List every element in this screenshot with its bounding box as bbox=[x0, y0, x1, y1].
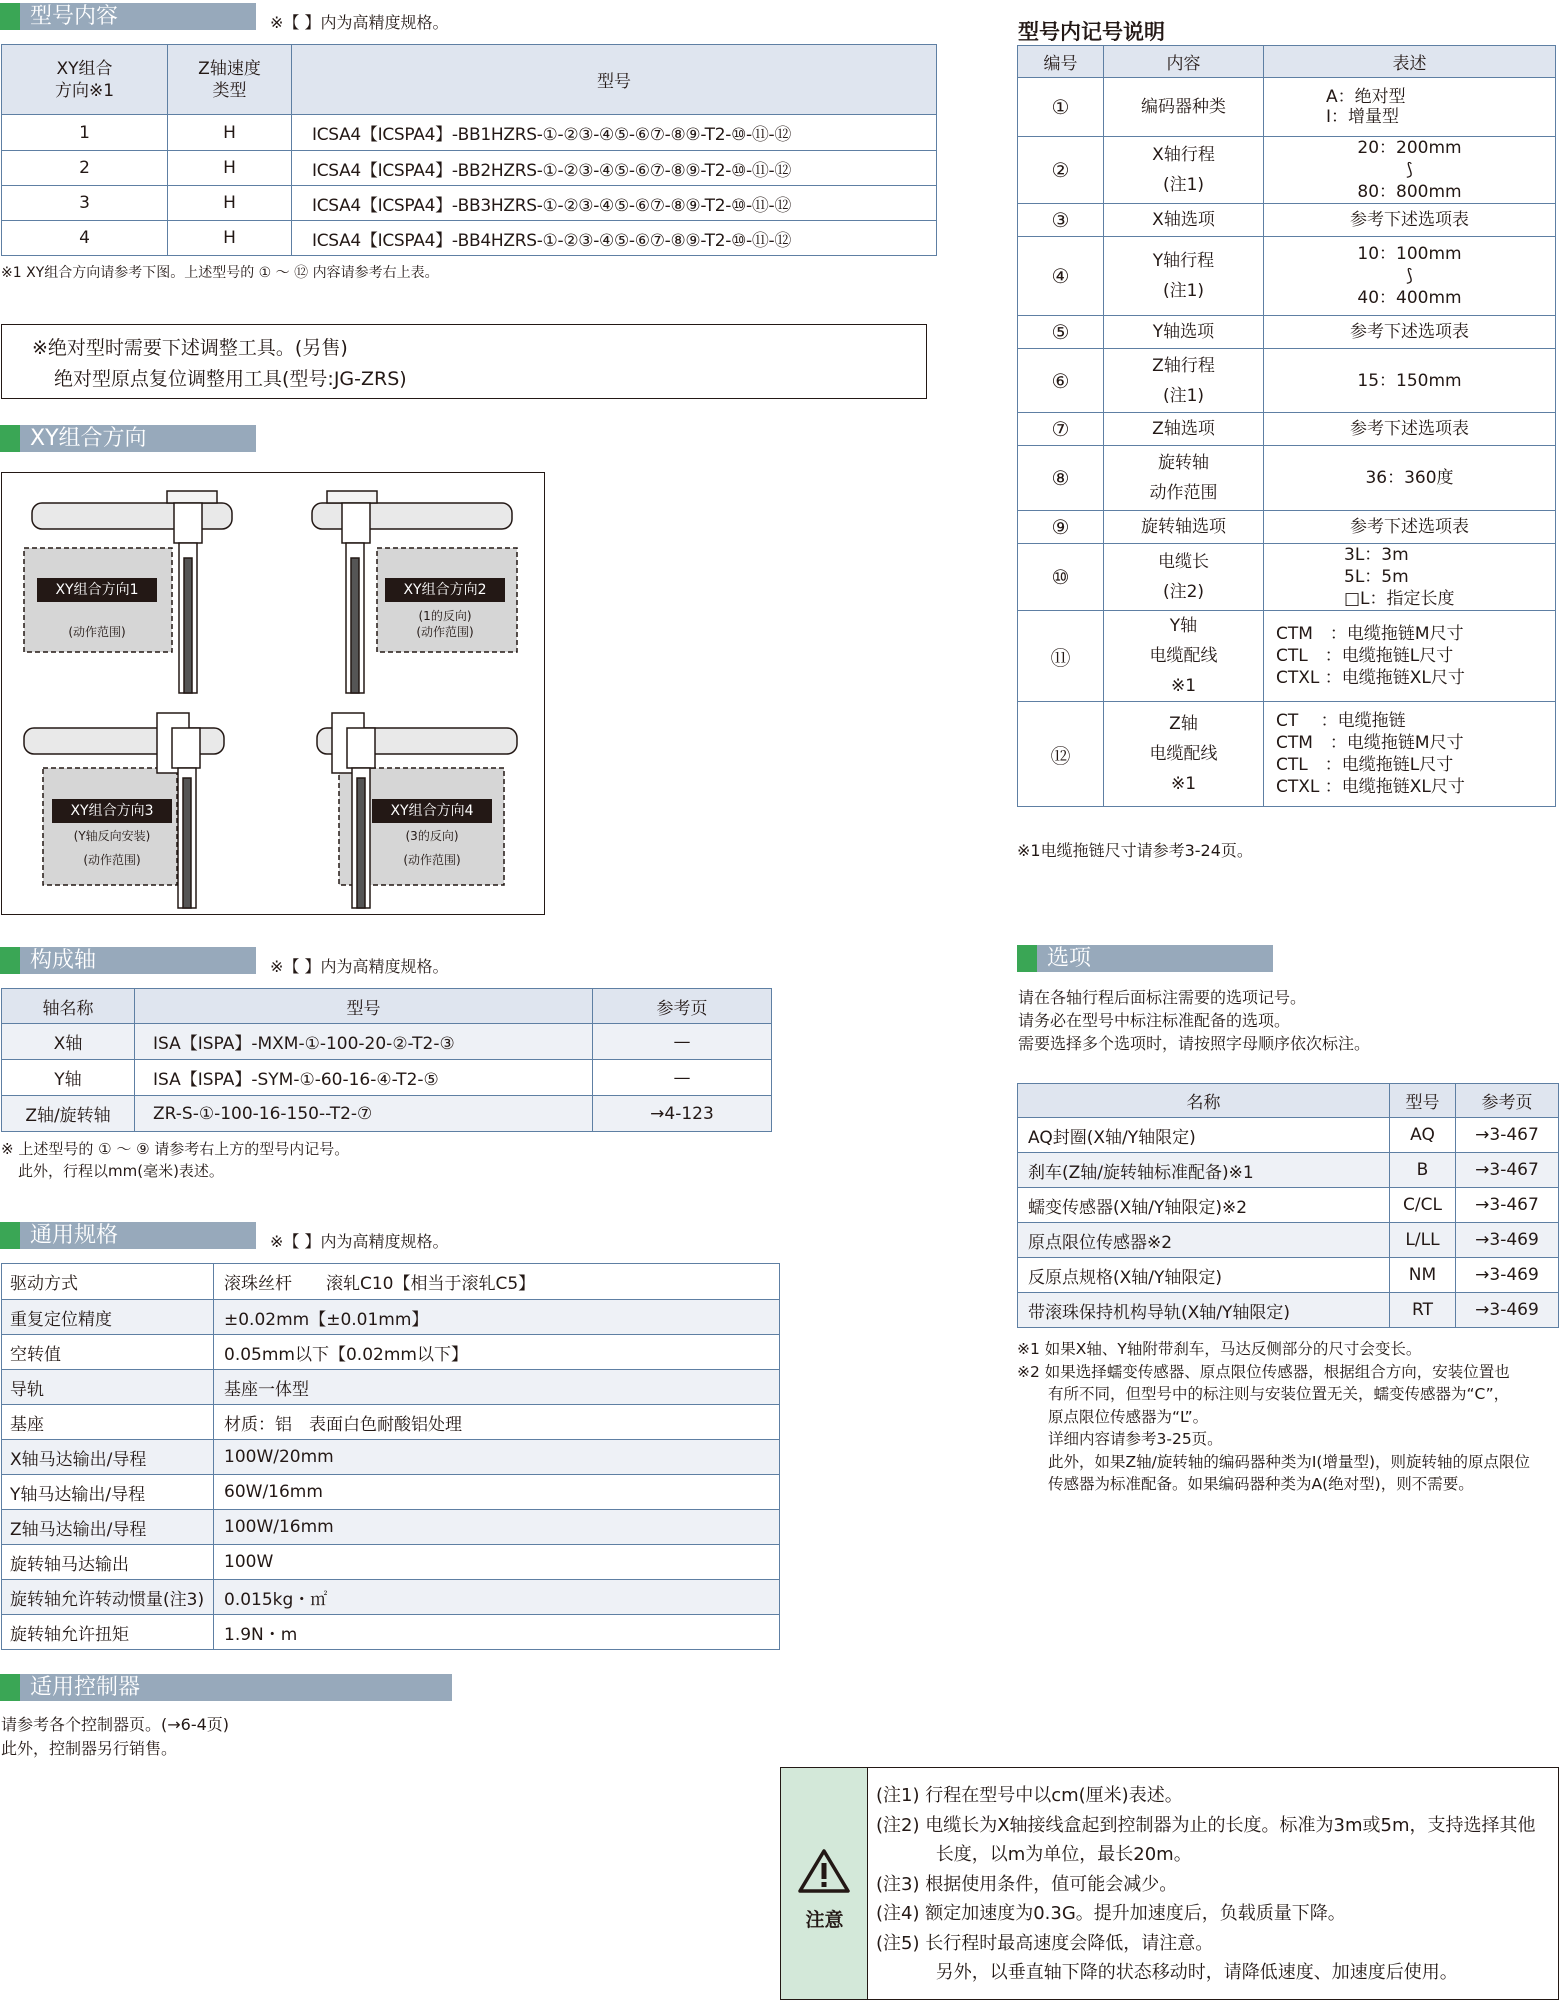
caution-text: (注1) 行程在型号中以cm(厘米)表述。 (注2) 电缆长为X轴接线盒起到控制器为止的长度。标准为3m或5m，支持选择其他 长度，以m为单位，最长20m。 (注3) 根据使用条件，值可能会减少。 (注4) 额定加速度为0.3G。提升加速度后，负载质量下降。 (注5) 长行程时最高速度会降低，请注意。 另外，以垂直轴下降的状态移动时，请降低速度、加速度后使用。 bbox=[876, 1785, 1536, 1983]
option-code: L/LL bbox=[1390, 1223, 1456, 1258]
option-name: 刹车(Z轴/旋转轴标准配备)※1 bbox=[1018, 1153, 1390, 1188]
symbol-content: Z轴行程 (注1) bbox=[1104, 349, 1264, 413]
symbol-description: 参考下述选项表 bbox=[1264, 413, 1556, 446]
symbol-description: 参考下述选项表 bbox=[1264, 316, 1556, 349]
table-row bbox=[1018, 1118, 1559, 1153]
table-row bbox=[1018, 316, 1556, 349]
spec-value: 60W/16mm bbox=[214, 1475, 780, 1510]
xy-panel-2-label: XY组合方向2 bbox=[385, 578, 505, 602]
table-row bbox=[1018, 237, 1556, 316]
header-model: 型号 bbox=[292, 45, 937, 115]
section-title-option: 选项 bbox=[1017, 945, 1273, 972]
table-row: 2 H ICSA4【ICSPA4】-BB2HZRS-①-②③-④⑤-⑥⑦-⑧⑨-T2-⑩-⑪-⑫ bbox=[2, 151, 937, 186]
option-header-name: 名称 bbox=[1018, 1084, 1390, 1118]
symbol-number: ① bbox=[1018, 78, 1104, 137]
model-footnote: ※1 XY组合方向请参考下图。上述型号的 ① ～ ⑫ 内容请参考右上表。 bbox=[1, 265, 439, 281]
symbol-content: 电缆长 (注2) bbox=[1104, 544, 1264, 611]
spec-value: 100W/20mm bbox=[214, 1440, 780, 1475]
symbol-number: ④ bbox=[1018, 237, 1104, 316]
table-row bbox=[1018, 446, 1556, 511]
table-row bbox=[2, 1580, 780, 1615]
table-row bbox=[1018, 1153, 1559, 1188]
spec-value: 材质：铝 表面白色耐酸铝处理 bbox=[214, 1405, 780, 1440]
option-page: →3-467 bbox=[1456, 1188, 1559, 1223]
symbol-header-content: 内容 bbox=[1104, 46, 1264, 78]
controller-line2: 此外，控制器另行销售。 bbox=[1, 1739, 178, 1758]
axis-footnote-2: 此外，行程以mm(毫米)表述。 bbox=[18, 1162, 224, 1180]
axis-header-page: 参考页 bbox=[593, 989, 772, 1024]
table-row bbox=[2, 1615, 780, 1650]
option-code: NM bbox=[1390, 1258, 1456, 1293]
axis-header-model: 型号 bbox=[135, 989, 593, 1024]
table-row bbox=[1018, 702, 1556, 807]
spec-key: Y轴马达输出/导程 bbox=[2, 1475, 214, 1510]
symbol-content: X轴选项 bbox=[1104, 204, 1264, 237]
spec-value: 0.05mm以下【0.02mm以下】 bbox=[214, 1335, 780, 1370]
model-high-precision-note: ※【 】内为高精度规格。 bbox=[270, 13, 449, 32]
caution-label-area bbox=[781, 1768, 868, 1999]
option-name: 带滚珠保持机构导轨(X轴/Y轴限定) bbox=[1018, 1293, 1390, 1328]
spec-value: 100W/16mm bbox=[214, 1510, 780, 1545]
xy-panel-3-label: XY组合方向3 bbox=[52, 799, 172, 823]
option-page: →3-469 bbox=[1456, 1223, 1559, 1258]
table-row bbox=[2, 1440, 780, 1475]
spec-value: 基座一体型 bbox=[214, 1370, 780, 1405]
option-intro-1: 请在各轴行程后面标注需要的选项记号。 bbox=[1018, 988, 1307, 1007]
symbol-number: ⑨ bbox=[1018, 511, 1104, 544]
section-title-spec: 通用规格 bbox=[0, 1222, 256, 1249]
table-row bbox=[1018, 78, 1556, 137]
symbol-number: ② bbox=[1018, 137, 1104, 204]
symbol-header-no: 编号 bbox=[1018, 46, 1104, 78]
spec-key: Z轴马达输出/导程 bbox=[2, 1510, 214, 1545]
axis-high-precision-note: ※【 】内为高精度规格。 bbox=[270, 957, 449, 976]
table-row bbox=[1018, 1188, 1559, 1223]
table-row bbox=[2, 1264, 780, 1300]
option-name: 反原点规格(X轴/Y轴限定) bbox=[1018, 1258, 1390, 1293]
option-header-page: 参考页 bbox=[1456, 1084, 1559, 1118]
table-row: 4 H ICSA4【ICSPA4】-BB4HZRS-①-②③-④⑤-⑥⑦-⑧⑨-T2-⑩-⑪-⑫ bbox=[2, 221, 937, 256]
table-row bbox=[1018, 1223, 1559, 1258]
xy-panel-2-sub2: (动作范围) bbox=[416, 625, 474, 639]
xy-panel-4-sub1: (3的反向) bbox=[405, 829, 459, 843]
caution-label: 注意 bbox=[805, 1909, 844, 1931]
xy-panel-1-sub2: (动作范围) bbox=[68, 625, 126, 639]
absolute-tool-line2: 绝对型原点复位调整用工具(型号:JG-ZRS) bbox=[54, 368, 407, 390]
table-row bbox=[2, 1510, 780, 1545]
warning-icon bbox=[798, 1848, 850, 1894]
table-row bbox=[1018, 1258, 1559, 1293]
table-row bbox=[1018, 349, 1556, 413]
spec-key: 基座 bbox=[2, 1405, 214, 1440]
table-row bbox=[2, 1475, 780, 1510]
spec-key: 驱动方式 bbox=[2, 1264, 214, 1300]
table-row bbox=[1018, 137, 1556, 204]
xy-panel-1-label: XY组合方向1 bbox=[37, 578, 157, 602]
spec-key: 重复定位精度 bbox=[2, 1300, 214, 1335]
section-title-xy: XY组合方向 bbox=[0, 425, 256, 452]
symbol-content: Z轴选项 bbox=[1104, 413, 1264, 446]
symbol-description: 10：100mm ⟆ 40：400mm bbox=[1264, 237, 1556, 316]
header-z-speed: Z轴速度 类型 bbox=[168, 45, 292, 115]
spec-key: 导轨 bbox=[2, 1370, 214, 1405]
symbol-content: 旋转轴选项 bbox=[1104, 511, 1264, 544]
option-name: 原点限位传感器※2 bbox=[1018, 1223, 1390, 1258]
xy-panel-4-label: XY组合方向4 bbox=[372, 799, 492, 823]
table-row: 1 H ICSA4【ICSPA4】-BB1HZRS-①-②③-④⑤-⑥⑦-⑧⑨-T2-⑩-⑪-⑫ bbox=[2, 115, 937, 151]
axis-header-name: 轴名称 bbox=[2, 989, 135, 1024]
symbol-content: 旋转轴 动作范围 bbox=[1104, 446, 1264, 511]
model-table bbox=[1, 44, 937, 256]
spec-key: X轴马达输出/导程 bbox=[2, 1440, 214, 1475]
symbol-content: 编码器种类 bbox=[1104, 78, 1264, 137]
header-xy-direction: XY组合 方向※1 bbox=[2, 45, 168, 115]
option-code: AQ bbox=[1390, 1118, 1456, 1153]
xy-direction-illustration bbox=[2, 473, 543, 913]
table-row: Y轴 ISA【ISPA】-SYM-①-60-16-④-T2-⑤ — bbox=[2, 1060, 772, 1096]
symbol-description: 15：150mm bbox=[1264, 349, 1556, 413]
controller-line1: 请参考各个控制器页。(→6-4页) bbox=[1, 1715, 230, 1734]
option-code: B bbox=[1390, 1153, 1456, 1188]
option-header-code: 型号 bbox=[1390, 1084, 1456, 1118]
spec-key: 旋转轴马达输出 bbox=[2, 1545, 214, 1580]
option-page: →3-467 bbox=[1456, 1153, 1559, 1188]
xy-panel-3-sub2: (动作范围) bbox=[83, 853, 141, 867]
xy-direction-diagram bbox=[1, 472, 545, 915]
symbol-content: Y轴选项 bbox=[1104, 316, 1264, 349]
symbol-content: X轴行程 (注1) bbox=[1104, 137, 1264, 204]
option-intro-2: 请务必在型号中标注标准配备的选项。 bbox=[1018, 1011, 1291, 1030]
symbol-section-title: 型号内记号说明 bbox=[1018, 20, 1165, 44]
spec-value: 1.9N・m bbox=[214, 1615, 780, 1650]
xy-panel-3-sub1: (Y轴反向安装) bbox=[73, 829, 151, 843]
option-page: →3-467 bbox=[1456, 1118, 1559, 1153]
symbol-number: ⑦ bbox=[1018, 413, 1104, 446]
table-row bbox=[2, 1370, 780, 1405]
symbol-content: Y轴行程 (注1) bbox=[1104, 237, 1264, 316]
section-title-axis: 构成轴 bbox=[0, 947, 256, 974]
symbol-number: ⑪ bbox=[1018, 611, 1104, 702]
spec-value: 0.015kg・㎡ bbox=[214, 1580, 780, 1615]
symbol-number: ③ bbox=[1018, 204, 1104, 237]
table-row bbox=[1018, 511, 1556, 544]
caution-box bbox=[780, 1767, 1559, 2000]
table-row bbox=[2, 1300, 780, 1335]
spec-value: 100W bbox=[214, 1545, 780, 1580]
symbol-number: ⑤ bbox=[1018, 316, 1104, 349]
table-row bbox=[2, 1335, 780, 1370]
symbol-footnote: ※1电缆拖链尺寸请参考3-24页。 bbox=[1017, 841, 1253, 860]
spec-table bbox=[1, 1263, 780, 1650]
symbol-number: ⑧ bbox=[1018, 446, 1104, 511]
spec-value: 滚珠丝杆 滚轧C10【相当于滚轧C5】 bbox=[214, 1264, 780, 1300]
symbol-description: 参考下述选项表 bbox=[1264, 204, 1556, 237]
xy-panel-2-sub1: (1的反向) bbox=[418, 609, 472, 623]
option-page: →3-469 bbox=[1456, 1293, 1559, 1328]
option-table bbox=[1017, 1083, 1559, 1328]
option-name: 蠕变传感器(X轴/Y轴限定)※2 bbox=[1018, 1188, 1390, 1223]
symbol-number: ⑩ bbox=[1018, 544, 1104, 611]
absolute-tool-line1: ※绝对型时需要下述调整工具。(另售) bbox=[32, 337, 348, 359]
axis-footnote-1: ※ 上述型号的 ① ～ ⑨ 请参考右上方的型号内记号。 bbox=[1, 1140, 350, 1158]
option-page: →3-469 bbox=[1456, 1258, 1559, 1293]
option-notes: ※1 如果X轴、Y轴附带刹车，马达反侧部分的尺寸会变长。 ※2 如果选择蠕变传感器、原点限位传感器，根据组合方向，安装位置也 有所不同，但型号中的标注则与安装位置无关，蠕变传感器为“C”， 原点限位传感器为“L”。 详细内容请参考3-25页。 此外，如果Z轴/旋转轴的编码器种类为I(增量型)，则旋转轴的原点限位 传感器为标准配备。如果编码器种类为A(绝对型)，则不需要。 bbox=[1017, 1340, 1531, 1493]
table-row bbox=[1018, 204, 1556, 237]
spec-key: 空转值 bbox=[2, 1335, 214, 1370]
absolute-tool-box bbox=[1, 324, 927, 399]
option-code: C/CL bbox=[1390, 1188, 1456, 1223]
spec-value: ±0.02mm【±0.01mm】 bbox=[214, 1300, 780, 1335]
table-row bbox=[1018, 544, 1556, 611]
table-row bbox=[1018, 611, 1556, 702]
table-row: Z轴/旋转轴 ZR-S-①-100-16-150--T2-⑦ →4-123 bbox=[2, 1096, 772, 1132]
symbol-description: 36：360度 bbox=[1264, 446, 1556, 511]
symbol-description: 20：200mm ⟆ 80：800mm bbox=[1264, 137, 1556, 204]
table-row bbox=[2, 1545, 780, 1580]
symbol-description: 参考下述选项表 bbox=[1264, 511, 1556, 544]
symbol-description: 3L：3m 5L：5m □L：指定长度 bbox=[1264, 544, 1556, 611]
symbol-header-desc: 表述 bbox=[1264, 46, 1556, 78]
table-row bbox=[2, 1405, 780, 1440]
symbol-description: CTM ：电缆拖链M尺寸 CTL ：电缆拖链L尺寸 CTXL ：电缆拖链XL尺寸 bbox=[1264, 611, 1556, 702]
section-title-model: 型号内容 bbox=[0, 3, 256, 30]
symbol-content: Y轴 电缆配线 ※1 bbox=[1104, 611, 1264, 702]
section-title-controller: 适用控制器 bbox=[0, 1674, 452, 1701]
option-name: AQ封圈(X轴/Y轴限定) bbox=[1018, 1118, 1390, 1153]
axis-table bbox=[1, 988, 772, 1132]
symbol-description: CT ：电缆拖链 CTM ：电缆拖链M尺寸 CTL ：电缆拖链L尺寸 CTXL ：电缆拖链XL尺寸 bbox=[1264, 702, 1556, 807]
spec-key: 旋转轴允许转动惯量(注3) bbox=[2, 1580, 214, 1615]
symbol-number: ⑫ bbox=[1018, 702, 1104, 807]
symbol-table bbox=[1017, 45, 1556, 807]
symbol-description: A：绝对型 I：增量型 bbox=[1264, 78, 1556, 137]
table-row bbox=[1018, 1293, 1559, 1328]
spec-high-precision-note: ※【 】内为高精度规格。 bbox=[270, 1232, 449, 1251]
symbol-content: Z轴 电缆配线 ※1 bbox=[1104, 702, 1264, 807]
table-row bbox=[1018, 413, 1556, 446]
option-code: RT bbox=[1390, 1293, 1456, 1328]
xy-panel-4-sub2: (动作范围) bbox=[403, 853, 461, 867]
option-intro-3: 需要选择多个选项时，请按照字母顺序依次标注。 bbox=[1018, 1034, 1371, 1053]
table-row: 3 H ICSA4【ICSPA4】-BB3HZRS-①-②③-④⑤-⑥⑦-⑧⑨-T2-⑩-⑪-⑫ bbox=[2, 186, 937, 221]
table-row: X轴 ISA【ISPA】-MXM-①-100-20-②-T2-③ — bbox=[2, 1024, 772, 1060]
spec-key: 旋转轴允许扭矩 bbox=[2, 1615, 214, 1650]
symbol-number: ⑥ bbox=[1018, 349, 1104, 413]
